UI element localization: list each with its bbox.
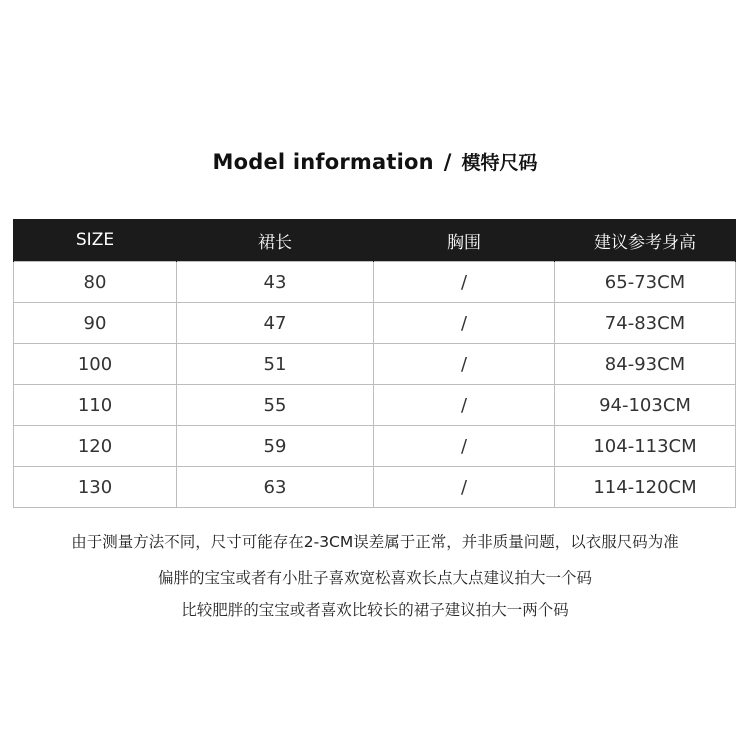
cell-size: 100 bbox=[14, 344, 177, 385]
cell-skirt-length: 55 bbox=[177, 385, 374, 426]
cell-bust: / bbox=[374, 344, 555, 385]
cell-height: 65-73CM bbox=[555, 262, 736, 303]
cell-size: 130 bbox=[14, 467, 177, 508]
cell-height: 104-113CM bbox=[555, 426, 736, 467]
size-table bbox=[13, 219, 736, 508]
table-row bbox=[14, 303, 736, 344]
cell-skirt-length: 47 bbox=[177, 303, 374, 344]
table-row bbox=[14, 467, 736, 508]
note-size-up-one: 偏胖的宝宝或者有小肚子喜欢宽松喜欢长点大点建议拍大一个码 bbox=[157, 569, 592, 587]
cell-size: 120 bbox=[14, 426, 177, 467]
header-skirt-length: 裙长 bbox=[177, 219, 374, 262]
cell-bust: / bbox=[374, 426, 555, 467]
cell-bust: / bbox=[374, 385, 555, 426]
cell-height: 84-93CM bbox=[555, 344, 736, 385]
note-measurement-error: 由于测量方法不同，尺寸可能存在2-3CM误差属于正常，并非质量问题，以衣服尺码为准 bbox=[71, 533, 679, 551]
cell-height: 94-103CM bbox=[555, 385, 736, 426]
table-row bbox=[14, 344, 736, 385]
table-row bbox=[14, 426, 736, 467]
table-row bbox=[14, 385, 736, 426]
cell-bust: / bbox=[374, 262, 555, 303]
header-size: SIZE bbox=[14, 219, 177, 262]
cell-size: 110 bbox=[14, 385, 177, 426]
table-row bbox=[14, 262, 736, 303]
title-english: Model information bbox=[212, 150, 434, 174]
cell-size: 90 bbox=[14, 303, 177, 344]
cell-skirt-length: 51 bbox=[177, 344, 374, 385]
cell-height: 74-83CM bbox=[555, 303, 736, 344]
cell-bust: / bbox=[374, 467, 555, 508]
cell-height: 114-120CM bbox=[555, 467, 736, 508]
cell-skirt-length: 43 bbox=[177, 262, 374, 303]
cell-size: 80 bbox=[14, 262, 177, 303]
title-separator: / bbox=[443, 150, 452, 174]
table-header-row bbox=[14, 219, 736, 262]
cell-bust: / bbox=[374, 303, 555, 344]
title-chinese: 模特尺码 bbox=[461, 152, 538, 174]
note-size-up-two: 比较肥胖的宝宝或者喜欢比较长的裙子建议拍大一两个码 bbox=[181, 601, 569, 619]
header-bust: 胸围 bbox=[374, 219, 555, 262]
header-recommended-height: 建议参考身高 bbox=[555, 219, 736, 262]
page-title bbox=[0, 148, 750, 175]
cell-skirt-length: 63 bbox=[177, 467, 374, 508]
cell-skirt-length: 59 bbox=[177, 426, 374, 467]
